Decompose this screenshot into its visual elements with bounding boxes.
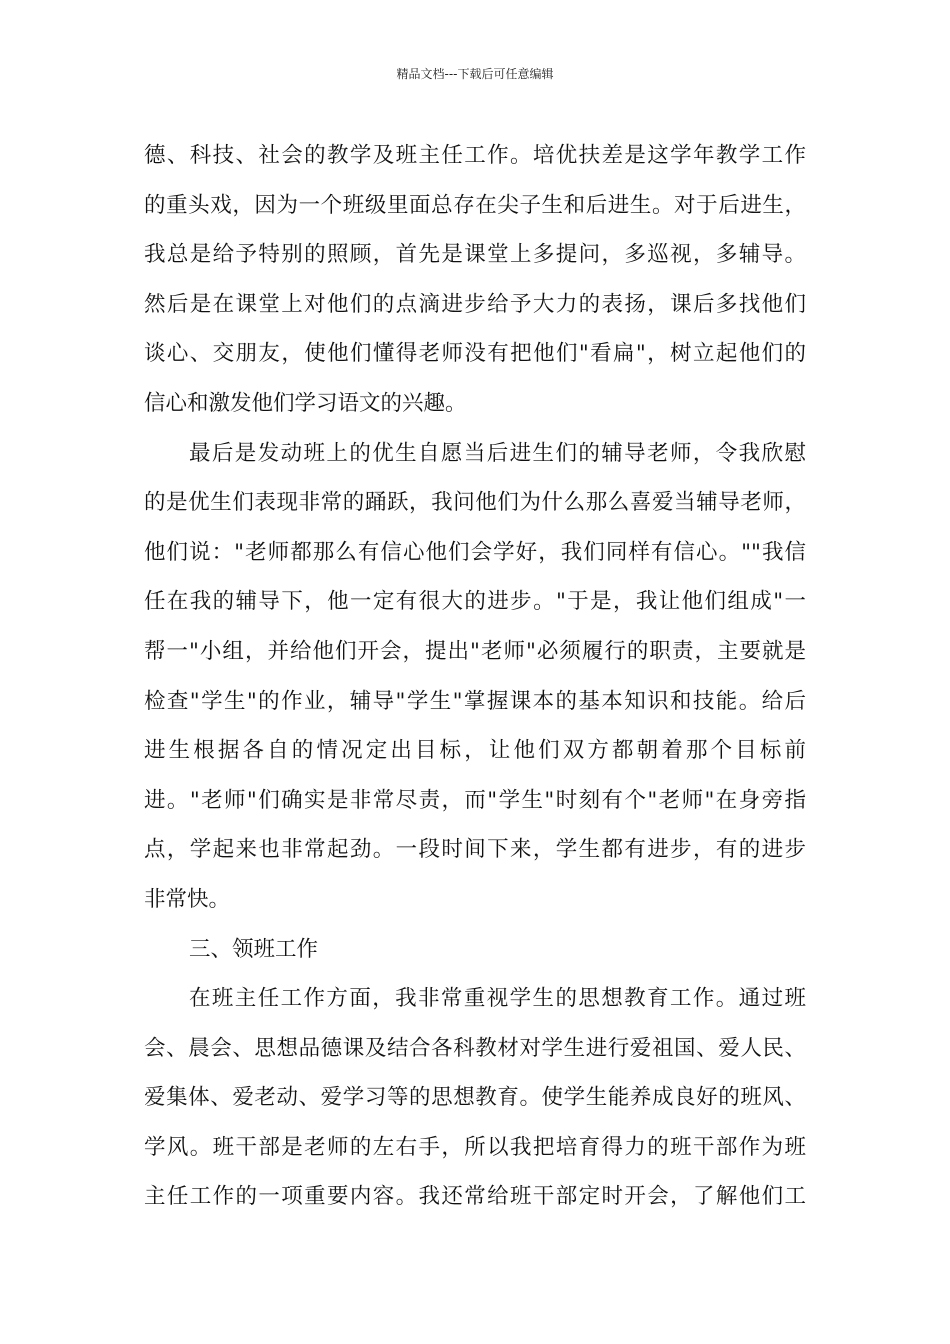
text-line: 然后是在课堂上对他们的点滴进步给予大力的表扬，课后多找他们 <box>144 291 806 317</box>
text-line: 德、科技、社会的教学及班主任工作。培优扶差是这学年教学工作 <box>144 143 806 168</box>
text-line: 任在我的辅导下，他一定有很大的进步。"于是，我让他们组成"一 <box>144 589 806 615</box>
text-line: 三、领班工作 <box>189 936 319 962</box>
text-line: 会、晨会、思想品德课及结合各科教材对学生进行爱祖国、爱人民、 <box>144 1035 806 1061</box>
body-text <box>144 131 806 1222</box>
text-line: 非常快。 <box>144 886 231 912</box>
text-line: 的重头戏，因为一个班级里面总存在尖子生和后进生。对于后进生， <box>144 192 806 218</box>
text-line: 信心和激发他们学习语文的兴趣。 <box>144 390 467 416</box>
text-line: 检查"学生"的作业，辅导"学生"掌握课本的基本知识和技能。给后 <box>144 688 806 714</box>
text-line: 在班主任工作方面，我非常重视学生的思想教育工作。通过班 <box>189 986 806 1012</box>
text-line: 进。"老师"们确实是非常尽责，而"学生"时刻有个"老师"在身旁指 <box>144 787 806 813</box>
text-line: 最后是发动班上的优生自愿当后进生们的辅导老师，令我欣慰 <box>189 440 806 466</box>
text-line: 我总是给予特别的照顾，首先是课堂上多提问，多巡视，多辅导。 <box>144 242 806 268</box>
text-line: 学风。班干部是老师的左右手，所以我把培育得力的班干部作为班 <box>144 1134 806 1160</box>
text-line: 的是优生们表现非常的踊跃，我问他们为什么那么喜爱当辅导老师， <box>144 490 806 516</box>
text-line: 谈心、交朋友，使他们懂得老师没有把他们"看扁"，树立起他们的 <box>144 341 806 367</box>
text-line: 爱集体、爱老动、爱学习等的思想教育。使学生能养成良好的班风、 <box>144 1085 806 1111</box>
text-line: 帮一"小组，并给他们开会，提出"老师"必须履行的职责，主要就是 <box>144 638 806 664</box>
text-line: 他们说："老师都那么有信心他们会学好，我们同样有信心。""我信 <box>144 539 806 565</box>
text-line: 主任工作的一项重要内容。我还常给班干部定时开会，了解他们工 <box>144 1184 806 1210</box>
page-header: 精品文档---下载后可任意编辑 <box>396 67 554 81</box>
text-line: 进生根据各自的情况定出目标，让他们双方都朝着那个目标前 <box>144 738 806 764</box>
text-line: 点，学起来也非常起劲。一段时间下来，学生都有进步，有的进步 <box>144 837 806 863</box>
